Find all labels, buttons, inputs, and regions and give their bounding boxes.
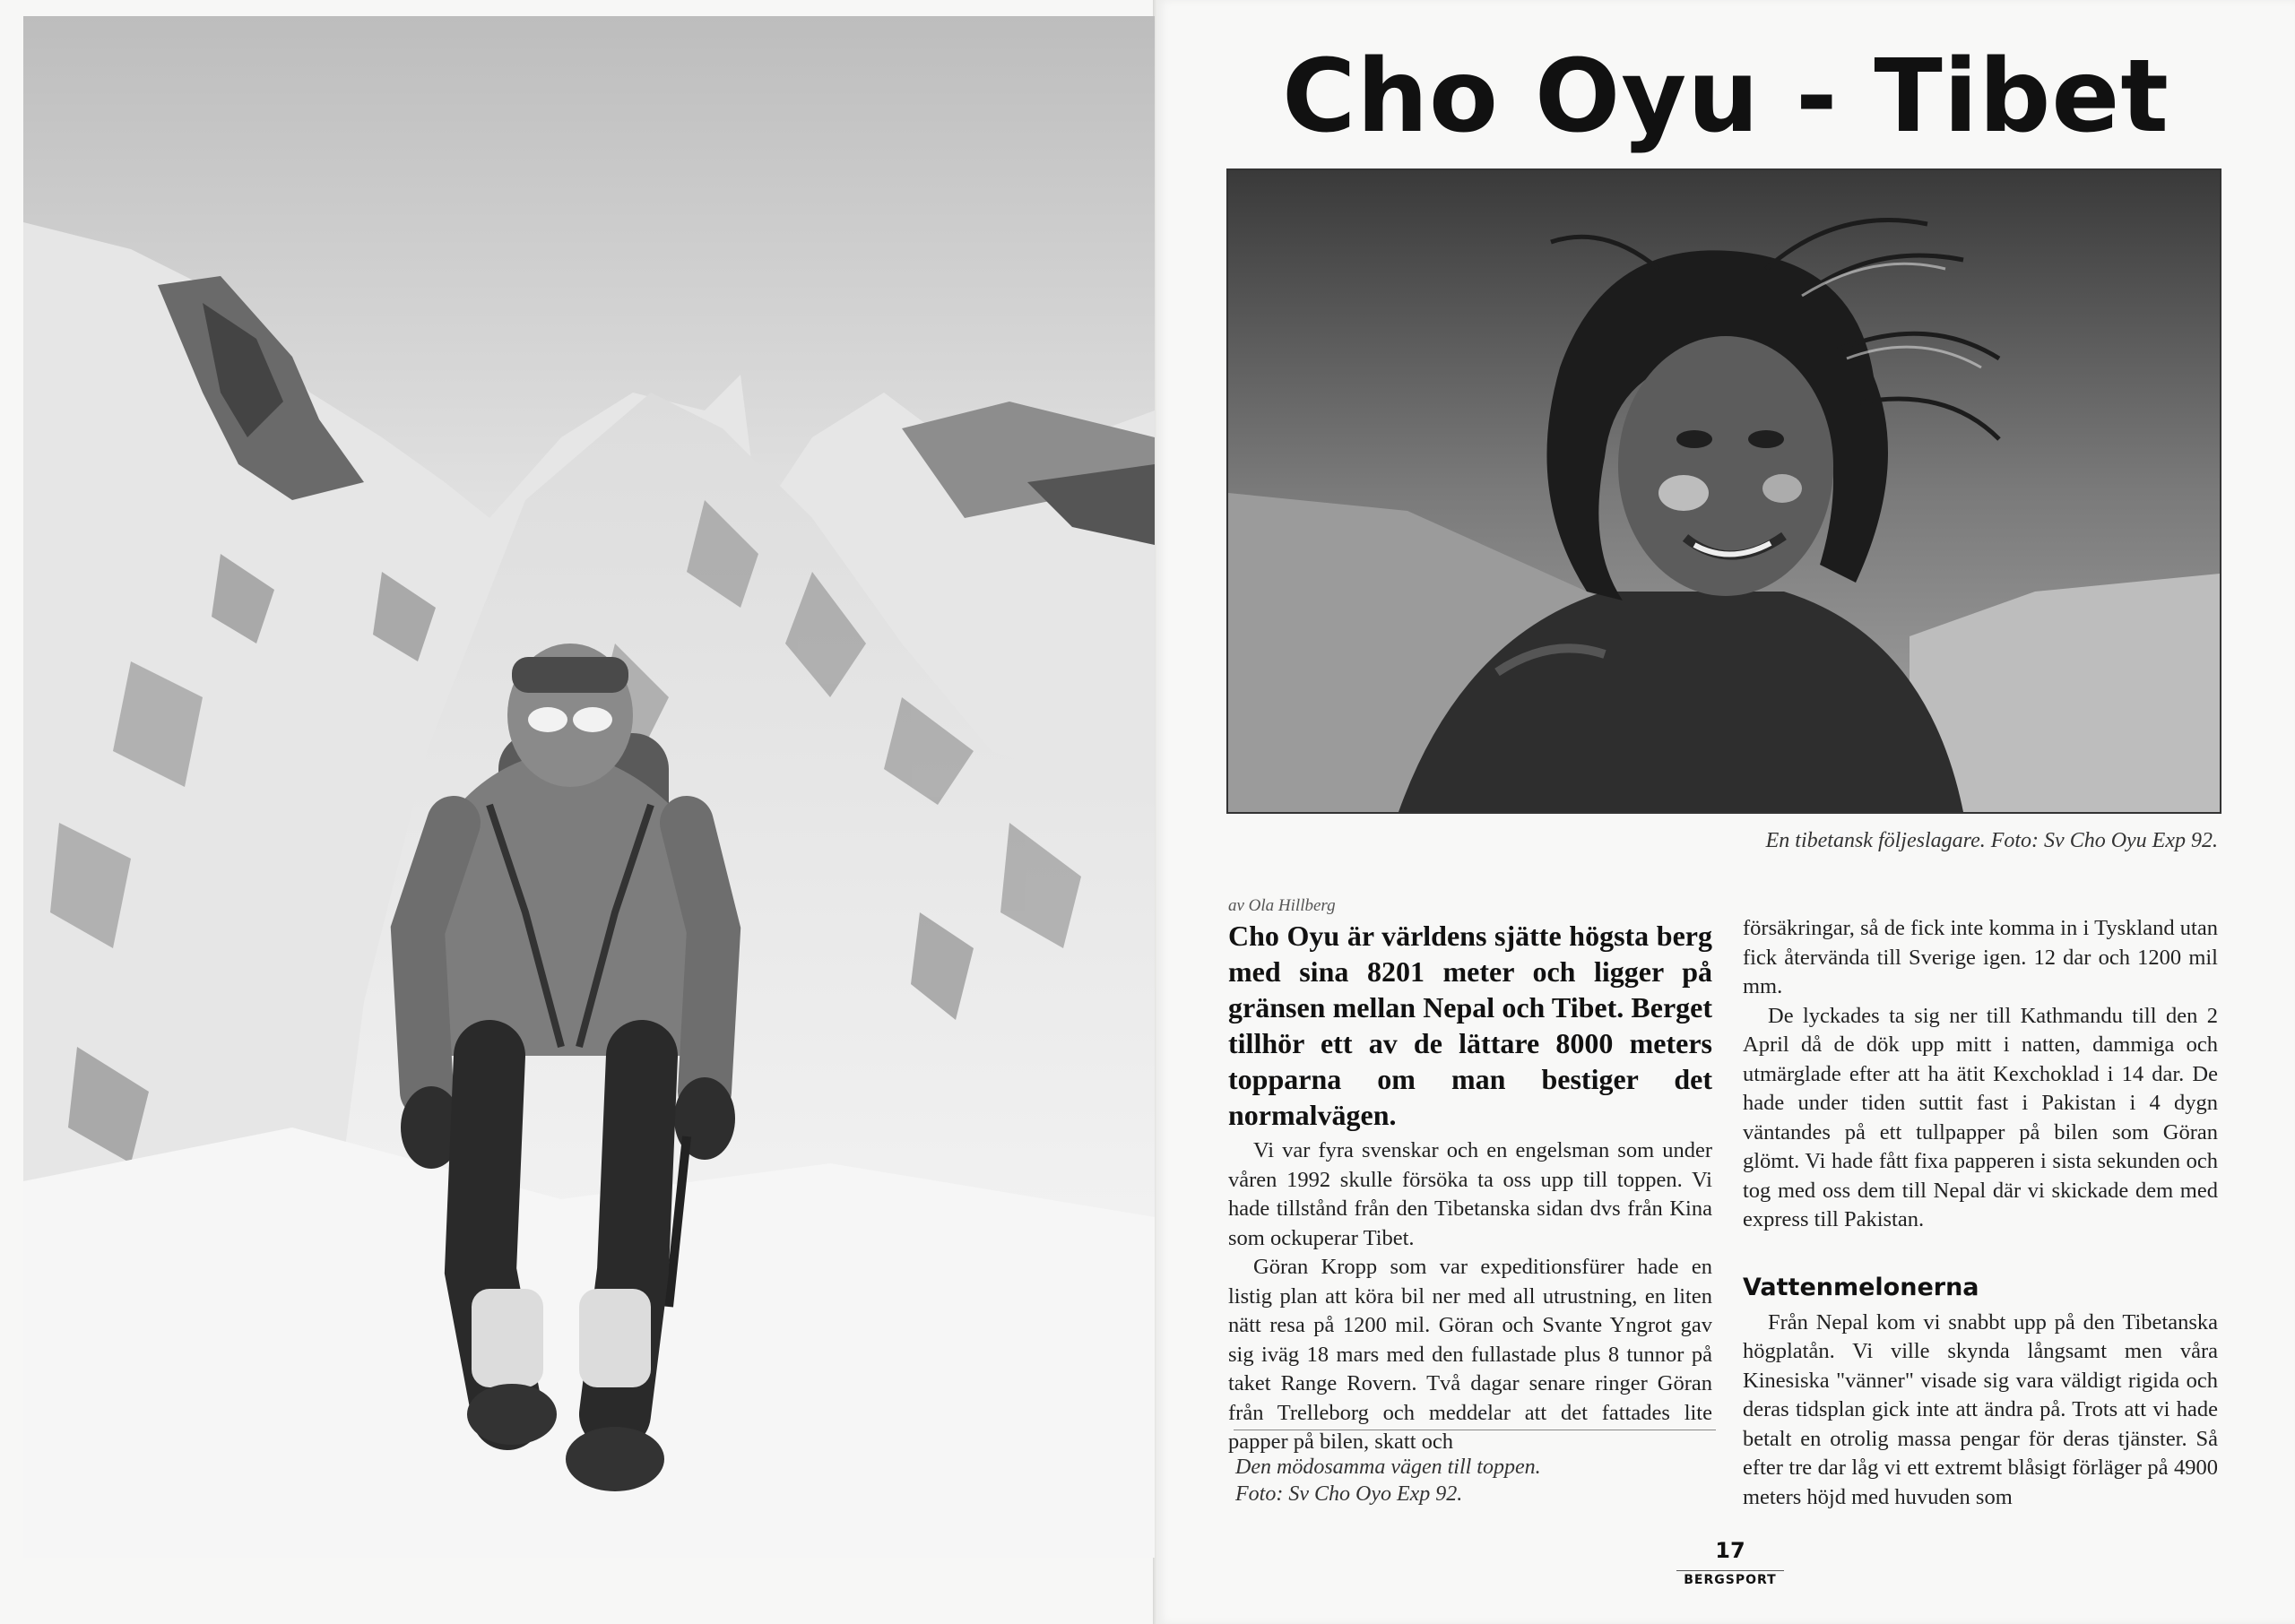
paragraph: försäkringar, så de fick inte komma in i Tyskland utan fick återvända till Sverige igen. 12 dar och 1200 mil mm. bbox=[1743, 916, 2218, 998]
magazine-name: BERGSPORT bbox=[1676, 1570, 1784, 1587]
climber-photo-caption bbox=[1235, 1454, 1719, 1507]
article-lead: Cho Oyu är världens sjätte högsta berg med sina 8201 meter och ligger på gränsen mellan Nepal och Tibet. Berget tillhör ett av de lättare 8000 meters topparna om man bestiger det normalvägen. bbox=[1228, 920, 1712, 1131]
paragraph: Från Nepal kom vi snabbt upp på den Tibetanska högplatån. Vi ville skynda långsamt men våra Kinesiska "vänner" visade sig vara väldigt rigida och deras tidsplan gick inte att ändra på. Trots att vi hade betalt en otrolig massa pengar för deras tjänster. Så efter tre dar låg vi ett extremt blåsigt förläger på 4900 meters höjd med huvuden som bbox=[1743, 1309, 2218, 1509]
page-number: 17 bbox=[1715, 1538, 1745, 1563]
article-column-1 bbox=[1228, 918, 1712, 1457]
caption-line: Foto: Sv Cho Oyo Exp 92. bbox=[1235, 1482, 1463, 1506]
paragraph: Vi var fyra svenskar och en engelsman som under våren 1992 skulle försöka ta oss upp till toppen. Vi hade tillstånd från den Tibetanska sidan dvs från Kina som ockuperar Tibet. bbox=[1228, 1138, 1712, 1250]
article-title: Cho Oyu - Tibet bbox=[1282, 39, 2169, 155]
article-column-2 bbox=[1743, 914, 2218, 1512]
paragraph: Göran Kropp som var expeditionsfürer hade en listig plan att köra bil ner med all utrustning, en liten nätt resa på 1200 mil. Göran och Svante Yngrot gav sig iväg 18 mars med den fullastade plus 8 tunnor på taket Range Rovern. Två dagar senare ringer Göran från Trelleborg och meddelar att det fattades lite papper på bilen, skatt och bbox=[1228, 1255, 1712, 1454]
child-photo-caption: En tibetansk följeslagare. Foto: Sv Cho Oyu Exp 92. bbox=[1765, 829, 2218, 852]
paragraph: De lyckades ta sig ner till Kathmandu till den 2 April då de dök upp mitt i natten, dammiga och utmärglade efter att ha ätit Kexchoklad i 14 dar. De hade under tiden suttit fast i Pakistan i 4 dygn väntandes på ett tullpapper på bilen som Göran glömt. Vi hade fått fixa papperen i sista sekunden och tog med oss dem till Nepal där vi skickade dem med express till Pakistan. bbox=[1743, 1003, 2218, 1231]
byline: av Ola Hillberg bbox=[1228, 896, 1336, 915]
caption-line: Den mödosamma vägen till toppen. bbox=[1235, 1456, 1541, 1479]
child-photo bbox=[1226, 168, 2221, 814]
climber-photo bbox=[23, 16, 1155, 1558]
subheading: Vattenmelonerna bbox=[1743, 1273, 1979, 1301]
